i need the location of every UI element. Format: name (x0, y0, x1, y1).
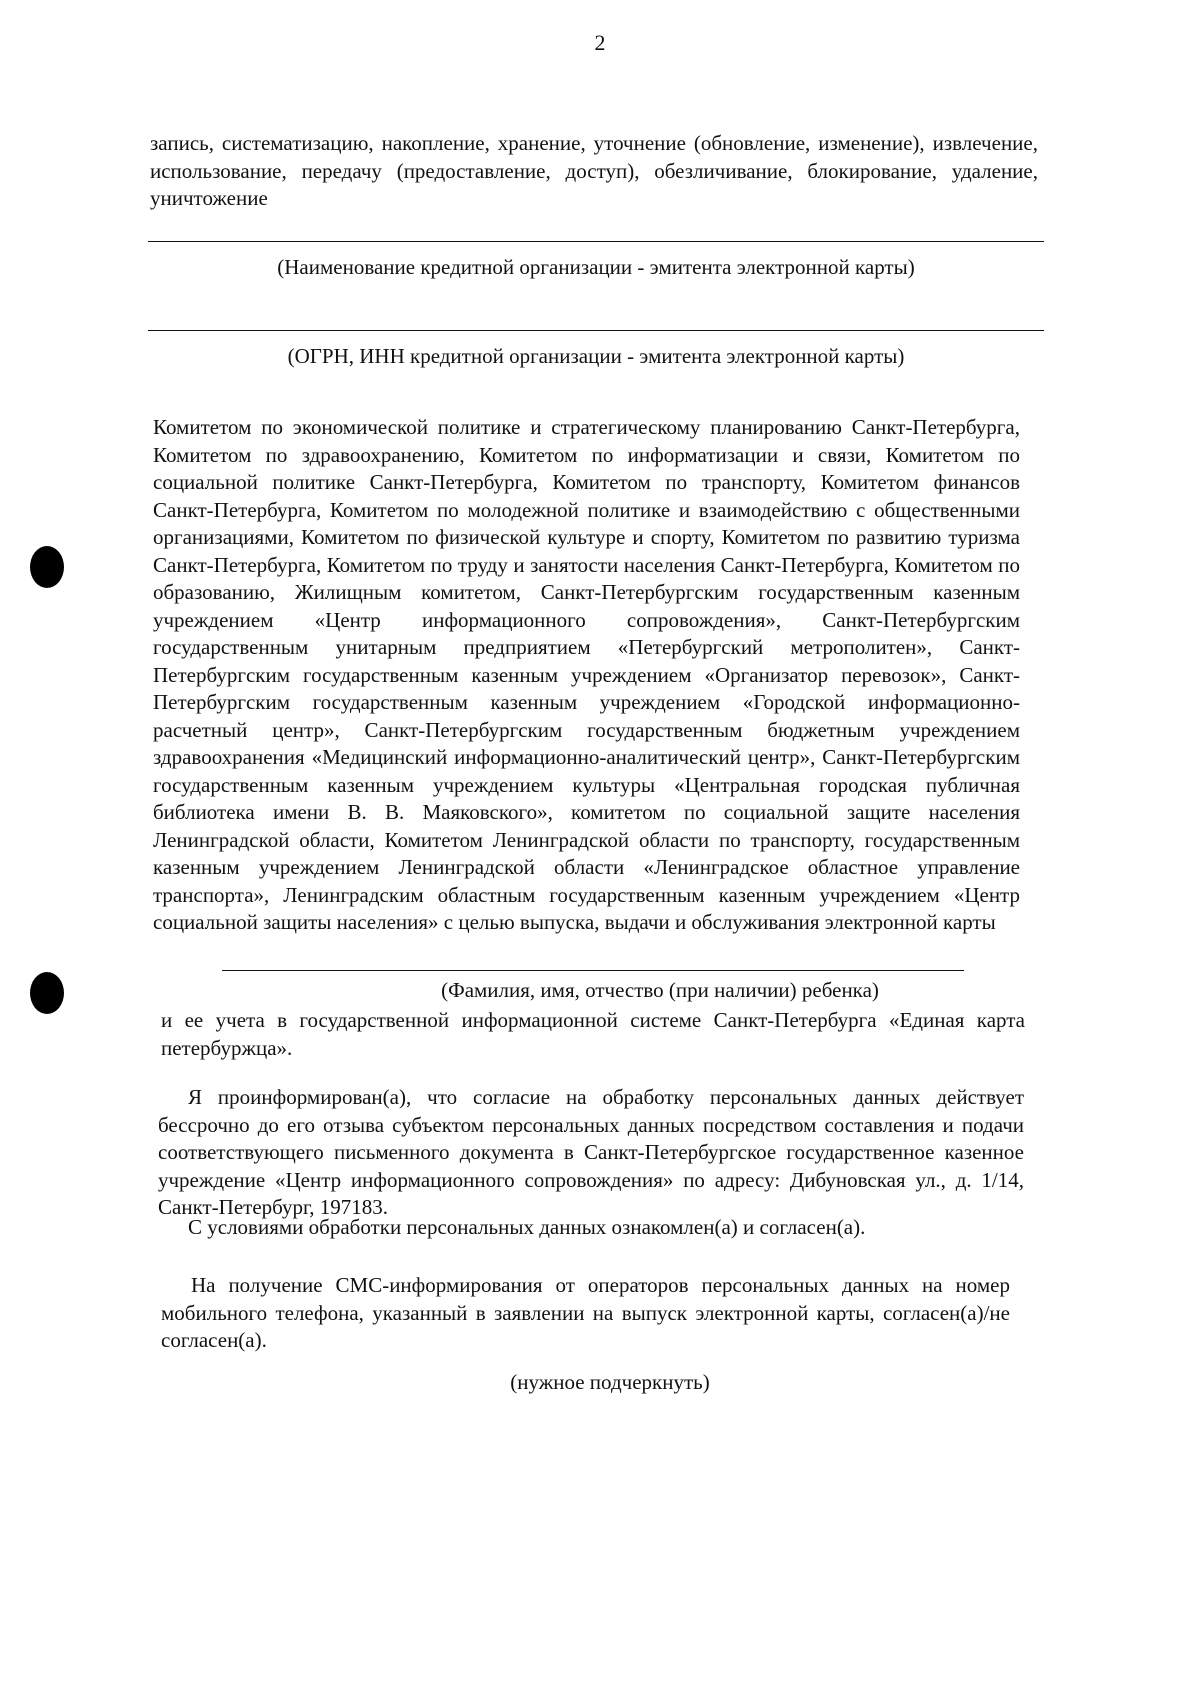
informed-paragraph: Я проинформирован(а), что согласие на обработку персональных данных действует бессрочно до его отзыва субъектом персональных данных посредством составления и подачи соответствующего письменного документа в Санкт-Петербургское государственное казенное учреждение «Центр информационного сопровождения» по адресу: Дибуновская ул., д. 1/14, Санкт-Петербург, 197183. (158, 1085, 1024, 1219)
underline-note: (нужное подчеркнуть) (510, 1370, 710, 1394)
sms-paragraph: На получение СМС-информирования от операторов персональных данных на номер мобильного телефона, указанный в заявлении на выпуск электронной карты, согласен(а)/не согласен(а). (161, 1273, 1010, 1352)
page-number: 2 (594, 30, 606, 55)
hole-punch-mark-bottom (30, 972, 64, 1014)
child-name-caption: (Фамилия, имя, отчество (при наличии) ребенка) (441, 978, 879, 1002)
committees-paragraph: Комитетом по экономической политике и стратегическому планированию Санкт-Петербурга, Комитетом по здравоохранению, Комитетом по информатизации и связи, Комитетом по социальной политике Санкт-Петербурга, Комитетом по транспорту, Комитетом финансов Санкт-Петербурга, Комитетом по молодежной политике и взаимодействию с общественными организациями, Комитетом по физической культуре и спорту, Комитетом по развитию туризма Санкт-Петербурга, Комитетом по труду и занятости населения Санкт-Петербурга, Комитетом по образованию, Жилищным комитетом, Санкт-Петербургским государственным казенным учреждением «Центр информационного сопровождения», Санкт-Петербургским государственным унитарным предприятием «Петербургский метрополитен», Санкт-Петербургским государственным казенным учреждением «Организатор перевозок», Санкт-Петербургским государственным казенным учреждением «Городской информационно-расчетный центр», Санкт-Петербургским государственным бюджетным учреждением здравоохранения «Медицинский информационно-аналитический центр», Санкт-Петербургским государственным казенным учреждением культуры «Центральная городская публичная библиотека имени В. В. Маяковского», комитетом по социальной защите населения Ленинградской области, Комитетом Ленинградской области по транспорту, государственным казенным учреждением Ленинградской области «Ленинградское областное управление транспорта», Ленинградским областным государственным казенным учреждением «Центр социальной защиты населения» с целью выпуска, выдачи и обслуживания электронной карты (153, 415, 1020, 934)
conditions-line: С условиями обработки персональных данных ознакомлен(а) и согласен(а). (188, 1215, 866, 1239)
org-ids-caption: (ОГРН, ИНН кредитной организации - эмитента электронной карты) (287, 344, 905, 368)
org-ids-field-line[interactable] (148, 330, 1044, 331)
hole-punch-mark-top (30, 546, 64, 588)
org-name-field-line[interactable] (148, 241, 1044, 242)
org-name-caption: (Наименование кредитной организации - эмитента электронной карты) (277, 255, 915, 279)
intro-paragraph: запись, систематизацию, накопление, хранение, уточнение (обновление, изменение), извлечение, использование, передачу (предоставление, доступ), обезличивание, блокирование, удаление, уничтожение (150, 131, 1038, 210)
registry-paragraph: и ее учета в государственной информационной системе Санкт-Петербурга «Единая карта петербуржца». (161, 1008, 1025, 1060)
child-name-field-line[interactable] (222, 970, 964, 971)
